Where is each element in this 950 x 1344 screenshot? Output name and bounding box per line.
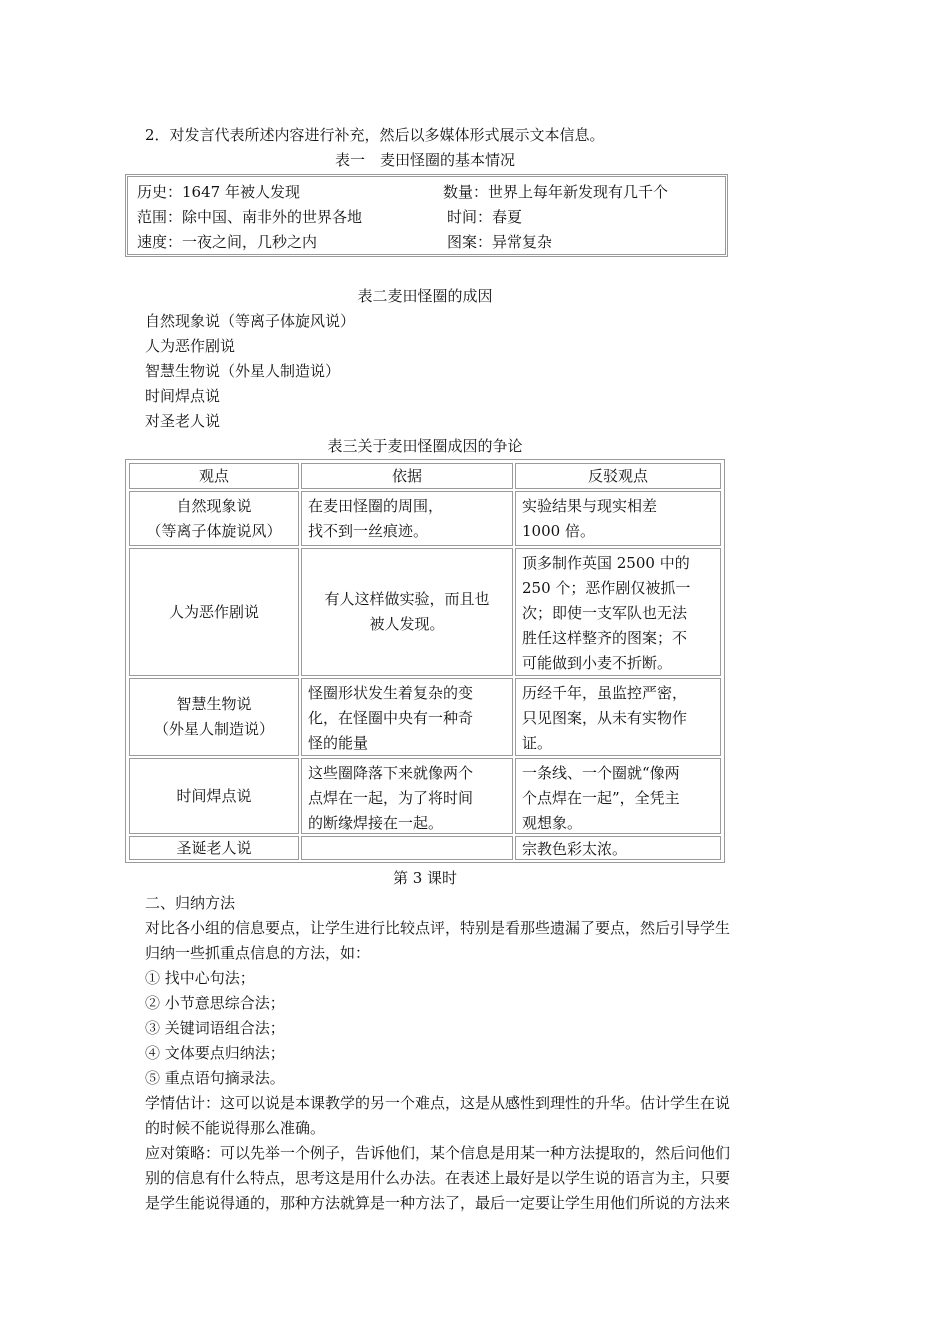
strategy-line: 应对策略：可以先举一个例子，告诉他们，某个信息是用某一种方法提取的，然后问他们 (145, 1144, 731, 1162)
table1-cell: 范围：除中国、南非外的世界各地 (137, 208, 363, 226)
cell-line: 可能做到小麦不折断。 (522, 654, 673, 672)
table1-cell: 数量：世界上每年新发现有几千个 (443, 183, 669, 201)
strategy-line: 是学生能说得通的，那种方法就算是一种方法了，最后一定要让学生用他们所说的方法来 (145, 1194, 731, 1212)
table1-caption: 表一 麦田怪圈的基本情况 (334, 151, 515, 169)
paragraph-line: 对比各小组的信息要点，让学生进行比较点评，特别是看那些遗漏了要点，然后引导学生 (145, 919, 731, 937)
table2-item: 智慧生物说（外星人制造说） (145, 362, 341, 380)
cell-line: 自然现象说 (176, 496, 252, 515)
method-item: ⑤ 重点语句摘录法。 (145, 1069, 285, 1087)
cell-line: 点焊在一起，为了将时间 (308, 789, 474, 807)
table2-item: 对圣老人说 (145, 412, 221, 430)
table3-header: 观点 (129, 463, 299, 489)
cell-line: 人为恶作剧说 (168, 602, 259, 621)
cell-line: 实验结果与现实相差 (522, 497, 658, 515)
table3-basis-cell (301, 758, 513, 834)
cell-line: 这些圈降落下来就像两个 (308, 764, 474, 782)
table2-caption: 表二麦田怪圈的成因 (357, 287, 493, 305)
table3-rebuttal-cell (515, 491, 721, 546)
method-item: ① 找中心句法； (145, 969, 255, 987)
cell-line: 证。 (522, 734, 553, 752)
cell-line: 时间焊点说 (176, 786, 252, 805)
method-item: ③ 关键词语组合法； (145, 1019, 285, 1037)
table3-basis-cell (301, 836, 513, 860)
table1-cell: 历史：1647 年被人发现 (137, 183, 300, 201)
cell-line: 怪的能量 (308, 734, 369, 752)
table3-view-cell (129, 548, 299, 676)
cell-line: 胜任这样整齐的图案；不 (522, 629, 688, 647)
cell-line: （外星人制造说） (153, 720, 274, 738)
estimate-line: 的时候不能说得那么准确。 (145, 1119, 326, 1137)
cell-line: 次；即使一支军队也无法 (522, 604, 688, 622)
table2-item: 自然现象说（等离子体旋风说） (145, 312, 356, 330)
section-heading: 二、归纳方法 (145, 894, 236, 912)
lesson-title: 第 3 课时 (392, 869, 458, 887)
table3-basis-cell (301, 548, 513, 676)
method-item: ④ 文体要点归纳法； (145, 1044, 285, 1062)
table3-rebuttal-cell (515, 678, 721, 756)
cell-line: 圣诞老人说 (176, 838, 252, 857)
table1-cell: 速度：一夜之间，几秒之内 (137, 233, 318, 251)
table3-view-cell (129, 491, 299, 546)
table1-cell: 图案：异常复杂 (447, 233, 553, 251)
cell-line: 找不到一丝痕迹。 (308, 522, 429, 540)
table3-header: 反驳观点 (515, 463, 721, 489)
table3-view-cell (129, 836, 299, 860)
cell-line: （等离子体旋说风） (146, 521, 282, 540)
cell-line: 的断缘焊接在一起。 (308, 814, 444, 832)
table1-cell: 时间：春夏 (447, 208, 523, 226)
table1-basic-info (125, 174, 728, 257)
table3-rebuttal-cell (515, 758, 721, 834)
table3-debate (125, 459, 725, 863)
table2-item: 时间焊点说 (145, 387, 221, 405)
cell-line: 在麦田怪圈的周围， (308, 497, 444, 515)
table3-view-cell (129, 678, 299, 756)
cell-line: 一条线、一个圈就“像两 (522, 764, 680, 782)
cell-line: 顶多制作英国 2500 中的 (522, 554, 690, 572)
cell-line: 历经千年，虽监控严密， (522, 684, 688, 702)
estimate-line: 学情估计：这可以说是本课教学的另一个难点，这是从感性到理性的升华。估计学生在说 (145, 1094, 731, 1112)
cell-line: 宗教色彩太浓。 (522, 840, 628, 858)
paragraph-line: 归纳一些抓重点信息的方法，如： (145, 944, 371, 962)
strategy-line: 别的信息有什么特点，思考这是用什么办法。在表述上最好是以学生说的语言为主，只要 (145, 1169, 731, 1187)
cell-line: 个点焊在一起”，全凭主 (522, 789, 680, 807)
table3-basis-cell (301, 491, 513, 546)
cell-line: 被人发现。 (369, 615, 445, 633)
table3-view-cell (129, 758, 299, 834)
table3-header: 依据 (301, 463, 513, 489)
cell-line: 智慧生物说 (176, 695, 252, 713)
cell-line: 只见图案，从未有实物作 (522, 709, 688, 727)
table3-basis-cell (301, 678, 513, 756)
table3-rebuttal-cell (515, 548, 721, 676)
cell-line: 1000 倍。 (522, 522, 595, 540)
cell-line: 怪圈形状发生着复杂的变 (308, 684, 474, 702)
table3-rebuttal-cell (515, 836, 721, 860)
table2-item: 人为恶作剧说 (145, 337, 236, 355)
intro-line: 2．对发言代表所述内容进行补充，然后以多媒体形式展示文本信息。 (145, 126, 605, 144)
cell-line: 化，在怪圈中央有一种奇 (308, 709, 474, 727)
table3-caption: 表三关于麦田怪圈成因的争论 (327, 437, 523, 455)
method-item: ② 小节意思综合法； (145, 994, 285, 1012)
cell-line: 有人这样做实验，而且也 (324, 590, 490, 608)
cell-line: 观想象。 (522, 814, 583, 832)
cell-line: 250 个；恶作剧仅被抓一 (522, 579, 691, 597)
